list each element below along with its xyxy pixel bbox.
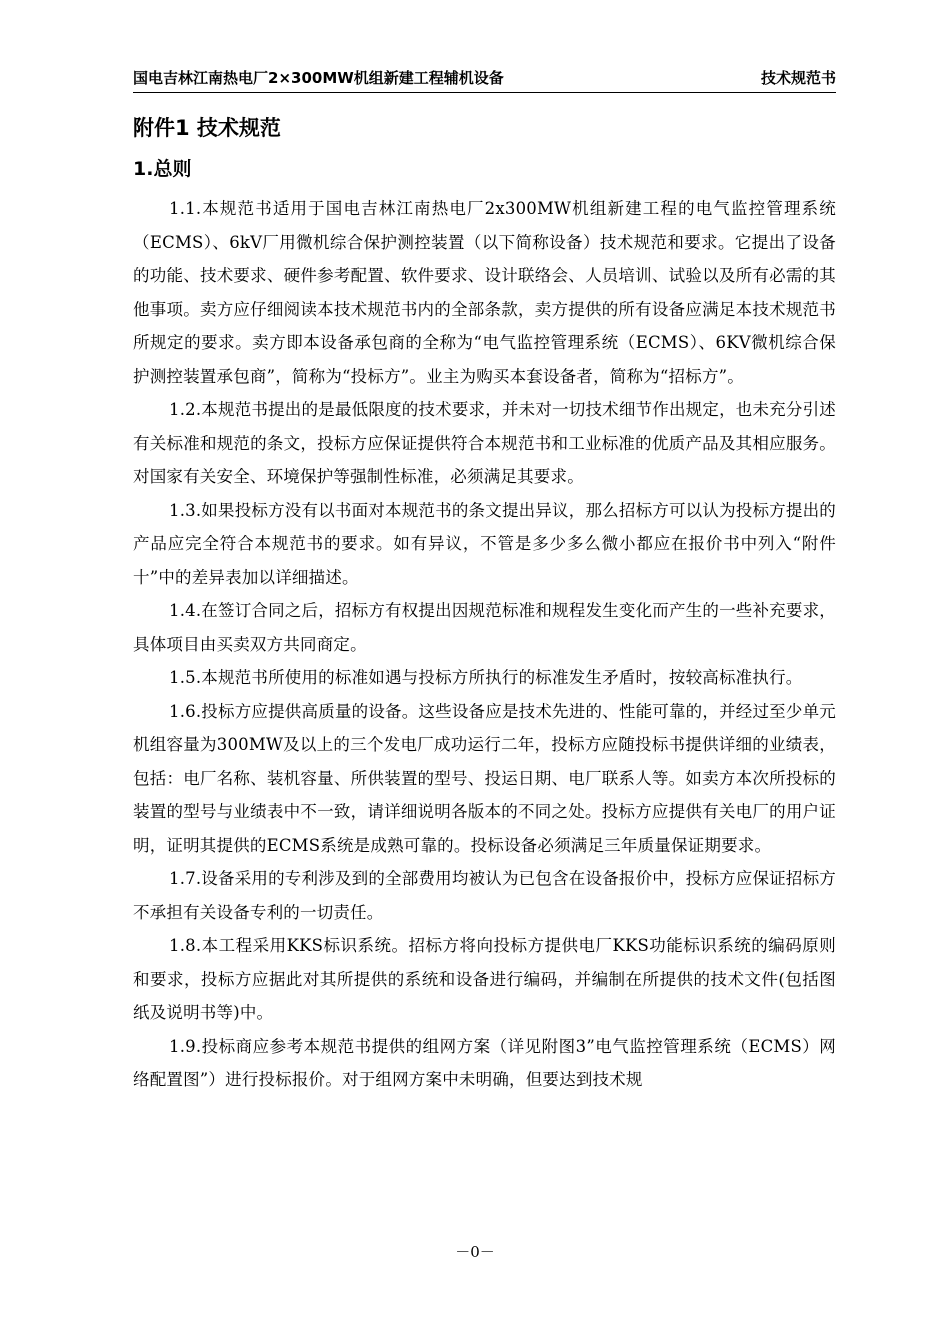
attachment-title: 附件1 技术规范 — [133, 116, 281, 140]
paragraph-1-9: 1.9.投标商应参考本规范书提供的组网方案（详见附图3”电气监控管理系统（ECMS）网络配置图”）进行投标报价。对于组网方案中未明确，但要达到技术规 — [133, 1036, 836, 1089]
paragraph-1-5: 1.5.本规范书所使用的标准如遇与投标方所执行的标准发生矛盾时，按较高标准执行。 — [169, 668, 803, 687]
paragraph-1-3: 1.3.如果投标方没有以书面对本规范书的条文提出异议，那么招标方可以认为投标方提出的产品应完全符合本规范书的要求。如有异议，不管是多少多么微小都应在报价书中列入“附件十”中的差异表加以详细描述。 — [133, 500, 836, 587]
paragraph-1-6: 1.6.投标方应提供高质量的设备。这些设备应是技术先进的、性能可靠的，并经过至少单元机组容量为300MW及以上的三个发电厂成功运行二年，投标方应随投标书提供详细的业绩表，包括：电厂名称、装机容量、所供装置的型号、投运日期、电厂联系人等。如卖方本次所投标的装置的型号与业绩表中不一致，请详细说明各版本的不同之处。投标方应提供有关电厂的用户证明，证明其提供的ECMS系统是成熟可靠的。投标设备必须满足三年质量保证期要求。 — [133, 701, 836, 855]
header-document-type: 技术规范书 — [760, 69, 836, 87]
paragraph-1-4: 1.4.在签订合同之后，招标方有权提出因规范标准和规程发生变化而产生的一些补充要求，具体项目由买卖双方共同商定。 — [133, 601, 836, 654]
header-project-title: 国电吉林江南热电厂2×300MW机组新建工程辅机设备 — [133, 69, 504, 87]
page-header — [133, 66, 836, 93]
paragraph-1-2: 1.2.本规范书提出的是最低限度的技术要求，并未对一切技术细节作出规定，也未充分引述有关标准和规范的条文，投标方应保证提供符合本规范书和工业标准的优质产品及其相应服务。对国家有关安全、环境保护等强制性标准，必须满足其要求。 — [133, 400, 836, 486]
paragraph-1-8: 1.8.本工程采用KKS标识系统。招标方将向投标方提供电厂KKS功能标识系统的编码原则和要求，投标方应据此对其所提供的系统和设备进行编码，并编制在所提供的技术文件(包括图纸及说明书等)中。 — [133, 936, 836, 1022]
document-body — [133, 112, 836, 1097]
page-number: －0－ — [455, 1243, 495, 1261]
paragraph-1-7: 1.7.设备采用的专利涉及到的全部费用均被认为已包含在设备报价中，投标方应保证招标方不承担有关设备专利的一切责任。 — [133, 869, 836, 922]
section-heading: 1.总则 — [133, 158, 192, 180]
paragraph-1-1: 1.1.本规范书适用于国电吉林江南热电厂2x300MW机组新建工程的电气监控管理系统（ECMS）、6kV厂用微机综合保护测控装置（以下简称设备）技术规范和要求。它提出了设备的功能、技术要求、硬件参考配置、软件要求、设计联络会、人员培训、试验以及所有必需的其他事项。卖方应仔细阅读本技术规范书内的全部条款，卖方提供的所有设备应满足本技术规范书所规定的要求。卖方即本设备承包商的全称为“电气监控管理系统（ECMS）、6KV微机综合保护测控装置承包商”，简称为“投标方”。业主为购买本套设备者，简称为“招标方”。 — [133, 199, 836, 386]
